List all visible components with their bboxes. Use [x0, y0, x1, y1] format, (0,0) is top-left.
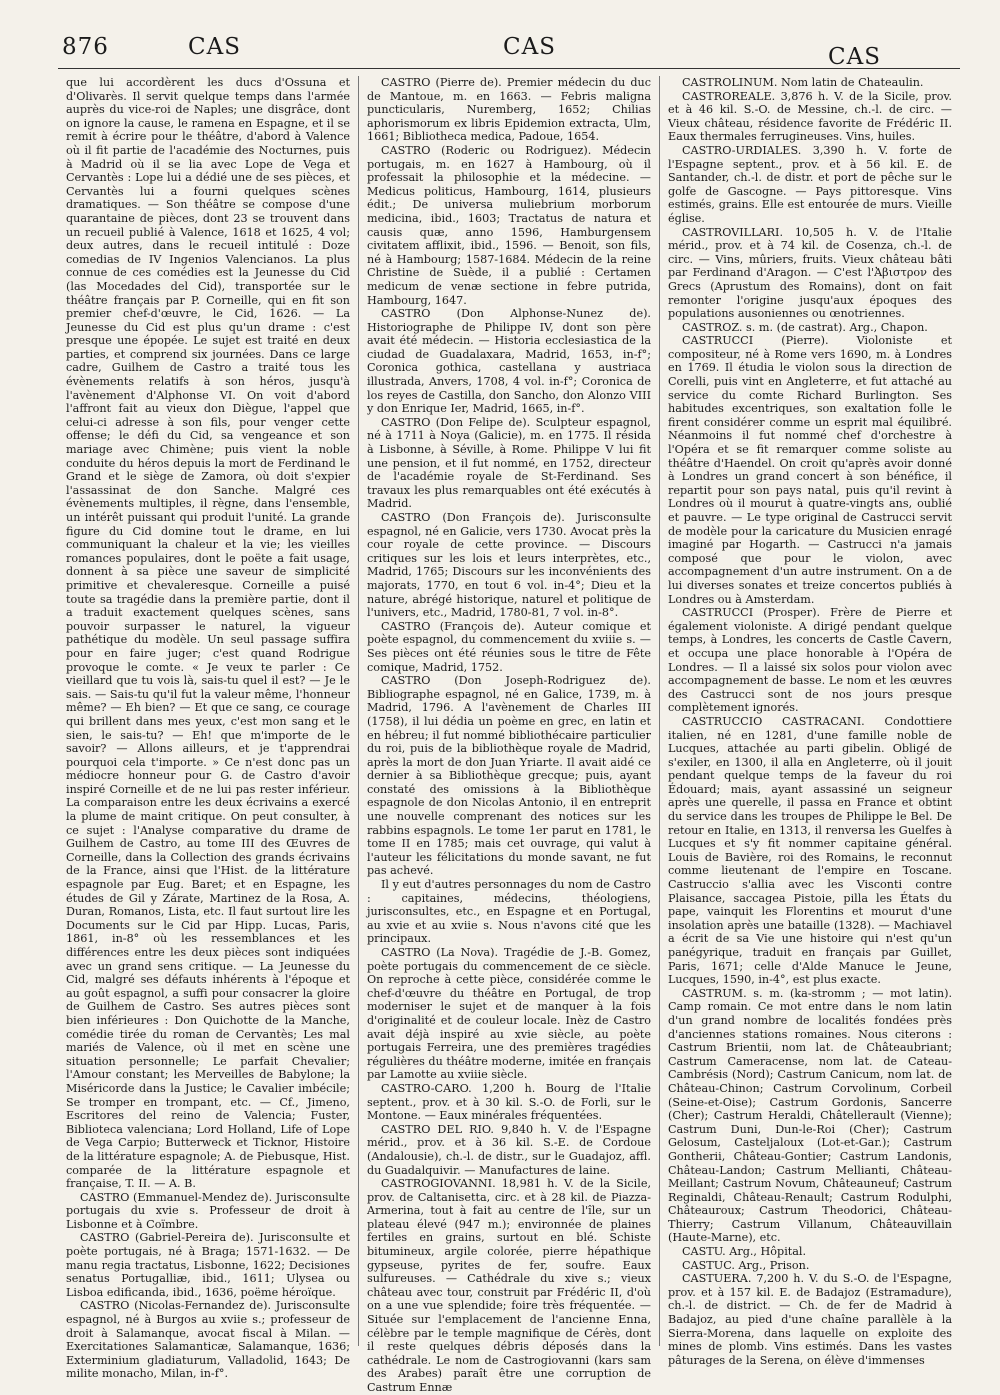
- entry-paragraph: CASTRO (Emmanuel-Mendez de). Jurisconsulte portugais du xvie s. Professeur de droit à Lisbonne et à Coïmbre.: [66, 1190, 350, 1231]
- entry-paragraph: CASTRO-URDIALES. 3,390 h. V. forte de l'Espagne septent., prov. et à 56 kil. E. de Santander, ch.-l. de distr. et port de pêche sur le golfe de Gascogne. — Pays pittoresque. Vins estimés, grains. Elle est entourée de murs. Vieille église.: [668, 143, 952, 225]
- entry-paragraph: CASTROZ. s. m. (de castrat). Arg., Chapon.: [682, 320, 928, 334]
- entry-paragraph: CASTROGIOVANNI. 18,981 h. V. de la Sicile, prov. de Caltanisetta, circ. et à 28 kil. de Piazza-Armerina, tout à fait au centre de l'île, sur un plateau élevé (947 m.); environnée de plaines fertiles en grains, surtout en blé. Schiste bitumineux, argile colorée, pierre hépathique gypseuse, pyrites de fer, soufre. Eaux sulfureuses. — Cathédrale du xive s.; vieux château avec tour, construit par Frédéric II, d'où on a une vue splendide; foire très fréquentée. — Située sur l'emplacement de l'ancienne Enna, célèbre par le temple magnifique de Cérès, dont il reste quelques débris déposés dans la cathédrale. Le nom de Castrogiovanni (kars sam des Arabes) paraît être une corruption de Castrum Ennæ: [367, 1177, 651, 1394]
- entry-paragraph: CASTROVILLARI. 10,505 h. V. de l'Italie mérid., prov. et à 74 kil. de Cosenza, ch.-l. de circ. — Vins, mûriers, fruits. Vieux château bâti par Ferdinand d'Aragon. — C'est l'Ἀβιστρον des Grecs (Aprustum des Romains), dont on fait remonter l'origine jusqu'aux époques des populations ausoniennes ou œnotriennes.: [668, 225, 952, 321]
- entry-paragraph: CASTRO-CARO. 1,200 h. Bourg de l'Italie septent., prov. et à 30 kil. S.-O. de Forli, sur le Montone. — Eaux minérales fréquentées.: [367, 1081, 651, 1123]
- running-head-left: CAS: [188, 34, 241, 60]
- entry-paragraph: CASTUC. Arg., Prison.: [682, 1258, 810, 1272]
- text-columns: [58, 76, 960, 1394]
- entry-paragraph: CASTROREALE. 3,876 h. V. de la Sicile, prov. et à 46 kil. S.-O. de Messine, ch.-l. de circ. — Vieux château, résidence favorite de Frédéric II. Eaux thermales ferrugineuses. Vins, huiles.: [668, 89, 952, 144]
- entry-paragraph: CASTRO (Don Joseph-Rodriguez de). Bibliographe espagnol, né en Galice, 1739, m. à Madrid, 1796. A l'avènement de Charles III (1758), il lui dédia un poème en grec, en latin et en hébreu; il fut nommé bibliothécaire particulier du roi, puis de la bibliothèque royale de Madrid, après la mort de don Juan Yriarte. Il avait aidé ce dernier à sa Bibliothèque grecque; puis, ayant constaté des omissions à la Bibliothèque espagnole de don Nicolas Antonio, il en entreprit une nouvelle comprenant des notices sur les rabbins espagnols. Le tome 1er parut en 1781, le tome II en 1785; mais cet ouvrage, qui valut à l'auteur les félicitations du monde savant, ne fut pas achevé.: [367, 674, 651, 878]
- entry-paragraph: CASTRO (Roderic ou Rodriguez). Médecin portugais, m. en 1627 à Hambourg, où il professait la philosophie et la médecine. — Medicus politicus, Hambourg, 1614, plusieurs édit.; De universa muliebrium morborum medicina, ibid., 1603; Tractatus de natura et causis quæ, anno 1596, Hamburgensem civitatem afflixit, ibid., 1596. — Benoit, son fils, né à Hambourg; 1587-1684. Médecin de la reine Christine de Suède, il a publié : Certamen medicum de venæ sectione in febre putrida, Hambourg, 1647.: [367, 143, 651, 307]
- header-rule: [58, 68, 960, 69]
- entry-paragraph: CASTRUCCI (Prosper). Frère de Pierre et également violoniste. A dirigé pendant quelque temps, à Londres, les concerts de Castle Cavern, et occupa une place honorable à l'Opéra de Londres. — Il a laissé six solos pour violon avec accompagnement de basse. Le nom et les œuvres des Castrucci sont de nos jours presque complètement ignorés.: [668, 606, 952, 715]
- entry-paragraph: CASTRUCCI (Pierre). Violoniste et compositeur, né à Rome vers 1690, m. à Londres en 1769. Il étudia le violon sous la direction de Corelli, puis vint en Angleterre, et fut attaché au service du comte Richard Burlington. Ses habitudes excentriques, son exaltation folle le firent considérer comme un esprit mal équilibré. Néanmoins il fut nommé chef d'orchestre à l'Opéra et se fit remarquer comme soliste au théâtre d'Haendel. On croit qu'après avoir donné à Londres un grand concert à son bénéfice, il repartit pour son pays natal, puis qu'il revint à Londres où il mourut à quatre-vingts ans, oublié et pauvre. — Le type original de Castrucci servit de modèle pour la caricature du Musicien enragé imaginé par Hogarth. — Castrucci n'a jamais composé que pour le violon, avec accompagnement d'un autre instrument. On a de lui diverses sonates et treize concertos publiés à Londres ou à Amsterdam.: [668, 334, 952, 606]
- entry-paragraph: CASTRO (La Nova). Tragédie de J.-B. Gomez, poète portugais du commencement de ce siècle. On reproche à cette pièce, considérée comme le chef-d'œuvre du théâtre en Portugal, de trop moderniser le sujet et de manquer à la fois d'originalité et de couleur locale. Inèz de Castro avait déjà inspiré au xvie siècle, au poète portugais Ferreira, une des premières tragédies régulières du théâtre moderne, imitée en français par Lamotte au xviiie siècle.: [367, 946, 651, 1082]
- entry-paragraph: CASTRUM. s. m. (ka-stromm ; — mot latin). Camp romain. Ce mot entre dans le nom latin d'un grand nombre de localités fondées près d'anciennes stations romaines. Nous citerons : Castrum Brientii, nom lat. de Châteaubriant; Castrum Cameracense, nom lat. de Cateau-Cambrésis (Nord); Castrum Canicum, nom lat. de Château-Chinon; Castrum Corvolinum, Corbeil (Seine-et-Oise); Castrum Gordonis, Sancerre (Cher); Castrum Heraldi, Châtellerault (Vienne); Castrum Duni, Dun-le-Roi (Cher); Castrum Gelosum, Casteljaloux (Lot-et-Gar.); Castrum Gontherii, Château-Gontier; Castrum Landonis, Château-Landon; Castrum Mellianti, Château-Meillant; Castrum Novum, Châteauneuf; Castrum Reginaldi, Château-Renault; Castrum Rodulphi, Châteauroux; Castrum Theodorici, Château-Thierry; Castrum Villanum, Châteauvillain (Haute-Marne), etc.: [668, 986, 952, 1245]
- entry-paragraph: CASTRO (Nicolas-Fernandez de). Jurisconsulte espagnol, né à Burgos au xviie s.; professeur de droit à Salamanque, avocat fiscal à Milan. — Exercitationes Salamanticæ, Salamanque, 1636; Exterminium gladiaturum, Valladolid, 1643; De milite monacho, Milan, in-f°.: [66, 1299, 350, 1381]
- entry-paragraph: CASTRO (François de). Auteur comique et poète espagnol, du commencement du xviiie s. — Ses pièces ont été réunies sous le titre de Fête comique, Madrid, 1752.: [367, 619, 651, 674]
- entry-paragraph: CASTRO DEL RIO. 9,840 h. V. de l'Espagne mérid., prov. et à 36 kil. S.-E. de Cordoue (Andalousie), ch.-l. de distr., sur le Guadajoz, affl. du Guadalquivir. — Manufactures de laine.: [367, 1122, 651, 1177]
- entry-paragraph: CASTRO (Don Alphonse-Nunez de). Historiographe de Philippe IV, dont son père avait été médecin. — Historia ecclesiastica de la ciudad de Guadalaxara, Madrid, 1653, in-f°; Coronica gothica, castellana y austriaca illustrada, Anvers, 1708, 4 vol. in-f°; Coronica de los reyes de Castilla, don Sancho, don Alonzo VIII y don Enrique Ier, Madrid, 1665, in-f°.: [367, 307, 651, 416]
- running-head-center: CAS: [503, 34, 556, 60]
- entry-paragraph: CASTU. Arg., Hôpital.: [682, 1245, 807, 1259]
- entry-paragraph: CASTROLINUM. Nom latin de Chateaulin.: [682, 76, 924, 89]
- column-left: [58, 76, 358, 1381]
- entry-paragraph: CASTUERA. 7,200 h. V. du S.-O. de l'Espagne, prov. et à 157 kil. E. de Badajoz (Estramadure), ch.-l. de district. — Ch. de fer de Madrid à Badajoz, au pied d'une chaîne parallèle à la Sierra-Morena, dans laquelle on exploite des mines de plomb. Vins estimés. Dans les vastes pâturages de la Serena, on élève d'immenses: [668, 1272, 952, 1367]
- running-head-right: CAS: [828, 44, 881, 70]
- entry-paragraph: CASTRO (Don François de). Jurisconsulte espagnol, né en Galicie, vers 1730. Avocat près la cour royale de cette province. — Discours critiques sur les lois et leurs interprètes, etc., Madrid, 1765; Discours sur les inconvénients des majorats, 1770, en tout 6 vol. in-4°; Dieu et la nature, abrégé historique, naturel et politique de l'univers, etc., Madrid, 1780-81, 7 vol. in-8°.: [367, 511, 651, 620]
- column-right: [659, 76, 960, 1367]
- entry-paragraph: que lui accordèrent les ducs d'Ossuna et d'Olivarès. Il servit quelque temps dans l'armée auprès du vice-roi de Naples; une disgrâce, dont on ignore la cause, le ramena en Espagne, et il se remit à écrire pour le théâtre, d'abord à Valence où il fit partie de l'académie des Nocturnes, puis à Madrid où il se lia avec Lope de Vega et Cervantès : Lope lui a dédié une de ses pièces, et Cervantès lui a fourni quelques scènes dramatiques. — Son théâtre se compose d'une quarantaine de pièces, dont 23 se trouvent dans un recueil publié à Valence, 1618 et 1625, 4 vol; deux autres, dans le recueil intitulé : Doze comedias de IV Ingenios Valencianos. La plus connue de ces comédies est la Jeunesse du Cid (las Mocedades del Cid), transportée sur le théâtre français par P. Corneille, qui en fit son premier chef-d'œuvre, le Cid, 1626. — La Jeunesse du Cid est plus qu'un drame : c'est presque une épopée. Le sujet est traité en deux parties, et comprend six journées. Dans ce large cadre, Guilhem de Castro a traité tous les évènements relatifs à son héros, jusqu'à l'avènement d'Alphonse VI. On voit d'abord l'affront fait au vieux don Diègue, l'appel que celui-ci adresse à son fils, pour venger cette offense; le défi du Cid, sa vengeance et son mariage avec Chimène; puis vient la noble conduite du héros depuis la mort de Ferdinand le Grand et le siège de Zamora, où doit s'expier l'assassinat de don Sanche. Malgré ces évènements multiples, il règne, dans l'ensemble, un intérêt puissant qui produit l'unité. La grande figure du Cid domine tout le drame, en lui communiquant la chaleur et la vie; les vieilles romances populaires, dont le poëte a fait usage, donnent à sa pièce une saveur de simplicité primitive et chevaleresque. Corneille a puisé toute sa tragédie dans la première partie, dont il a traduit exactement quelques scènes, sans pouvoir surpasser le naturel, la vigueur pathétique du modèle. Un seul passage suffira pour en faire juger; c'est quand Rodrigue provoque le comte. « Je veux te parler : Ce vieillard que tu vois là, sais-tu quel il est? — Je le sais. — Sais-tu qu'il fut la valeur même, l'honneur même? — Eh bien? — Et que ce sang, ce courage qui brillent dans mes yeux, c'est mon sang et le sien, le sais-tu? — Eh! que m'importe de le savoir? — Allons ailleurs, et je t'apprendrai pourquoi cela t'importe. » Ce n'est donc pas un médiocre honneur pour G. de Castro d'avoir inspiré Corneille et de ne lui pas rester inférieur. La comparaison entre les deux écrivains a exercé la plume de maint critique. On peut consulter, à ce sujet : l'Analyse comparative du drame de Guilhem de Castro, au tome III des Œuvres de Corneille, dans la Collection des grands écrivains de la France, ainsi que l'Hist. de la littérature espagnole par Eug. Baret; et en Espagne, les études de Gil y Zárate, Martinez de la Rosa, A. Duran, Romanos, Lista, etc. Il faut surtout lire les Documents sur le Cid par Hipp. Lucas, Paris, 1861, in-8° où les ressemblances et les différences entre les deux pièces sont indiquées avec un grand sens critique. — La Jeunesse du Cid, malgré ses défauts inhérents à l'époque et au goût espagnol, a suffi pour consacrer la gloire de Guilhem de Castro. Ses autres pièces sont bien inférieures : Don Quichotte de la Manche, comédie tirée du roman de Cervantès; Les mal mariés de Valence, où il met en scène une situation personnelle; Le parfait Chevalier; l'Amour constant; les Merveilles de Babylone; la Miséricorde dans la Justice; le Cavalier imbécile; Se tromper en trompant, etc. — Cf., Jimeno, Escritores del reino de Valencia; Fuster, Biblioteca valenciana; Lord Holland, Life of Lope de Vega Carpio; Butterweck et Ticknor, Histoire de la littérature espagnole; A. de Piebusque, Hist. comparée de la littérature espagnole et française, T. II. — A. B.: [66, 76, 350, 1191]
- entry-paragraph: CASTRO (Don Felipe de). Sculpteur espagnol, né à 1711 à Noya (Galicie), m. en 1775. Il résida à Lisbonne, à Séville, à Rome. Philippe V lui fit une pension, et il fut nommé, en 1752, directeur de l'académie royale de St-Ferdinand. Ses travaux les plus remarquables ont été exécutés à Madrid.: [367, 415, 651, 511]
- page-header: [58, 30, 960, 76]
- entry-paragraph: CASTRO (Gabriel-Pereira de). Jurisconsulte et poète portugais, né à Braga; 1571-1632. — De manu regia tractatus, Lisbonne, 1622; Decisiones senatus Portugalliæ, ibid., 1611; Ulysea ou Lisboa edificanda, ibid., 1636, poëme héroïque.: [66, 1231, 350, 1299]
- entry-paragraph: Il y eut d'autres personnages du nom de Castro : capitaines, médecins, théologiens, jurisconsultes, etc., en Espagne et en Portugal, au xvie et au xviie s. Nous n'avons cité que les principaux.: [367, 878, 651, 946]
- page-number: 876: [62, 34, 109, 60]
- entry-paragraph: CASTRUCCIO CASTRACANI. Condottiere italien, né en 1281, d'une famille noble de Lucques, attachée au parti gibelin. Obligé de s'exiler, en 1300, il alla en Angleterre, où il jouit pendant quelque temps de la faveur du roi Édouard; mais, ayant assassiné un seigneur après une querelle, il passa en France et obtint du service dans les troupes de Philippe le Bel. De retour en Italie, en 1313, il renversa les Guelfes à Lucques et s'y fit nommer capitaine général. Louis de Bavière, roi des Romains, le reconnut comme lieutenant de l'empire en Toscane. Castruccio s'allia avec les Visconti contre Plaisance, saccagea Pistoie, pilla les États du pape, vainquit les Florentins et mourut d'une insolation après une bataille (1328). — Machiavel a écrit de sa Vie une histoire qui n'est qu'un panégyrique, traduit en français par Guillet, Paris, 1671; celle d'Alde Manuce le Jeune, Lucques, 1590, in-4°, est plus exacte.: [668, 714, 952, 987]
- entry-paragraph: CASTRO (Pierre de). Premier médecin du duc de Mantoue, m. en 1663. — Febris maligna puncticularis, Nuremberg, 1652; Chilias aphorismorum ex libris Epidemion extracta, Ulm, 1661; Bibliotheca medica, Padoue, 1654.: [367, 76, 651, 144]
- column-middle: [358, 76, 659, 1394]
